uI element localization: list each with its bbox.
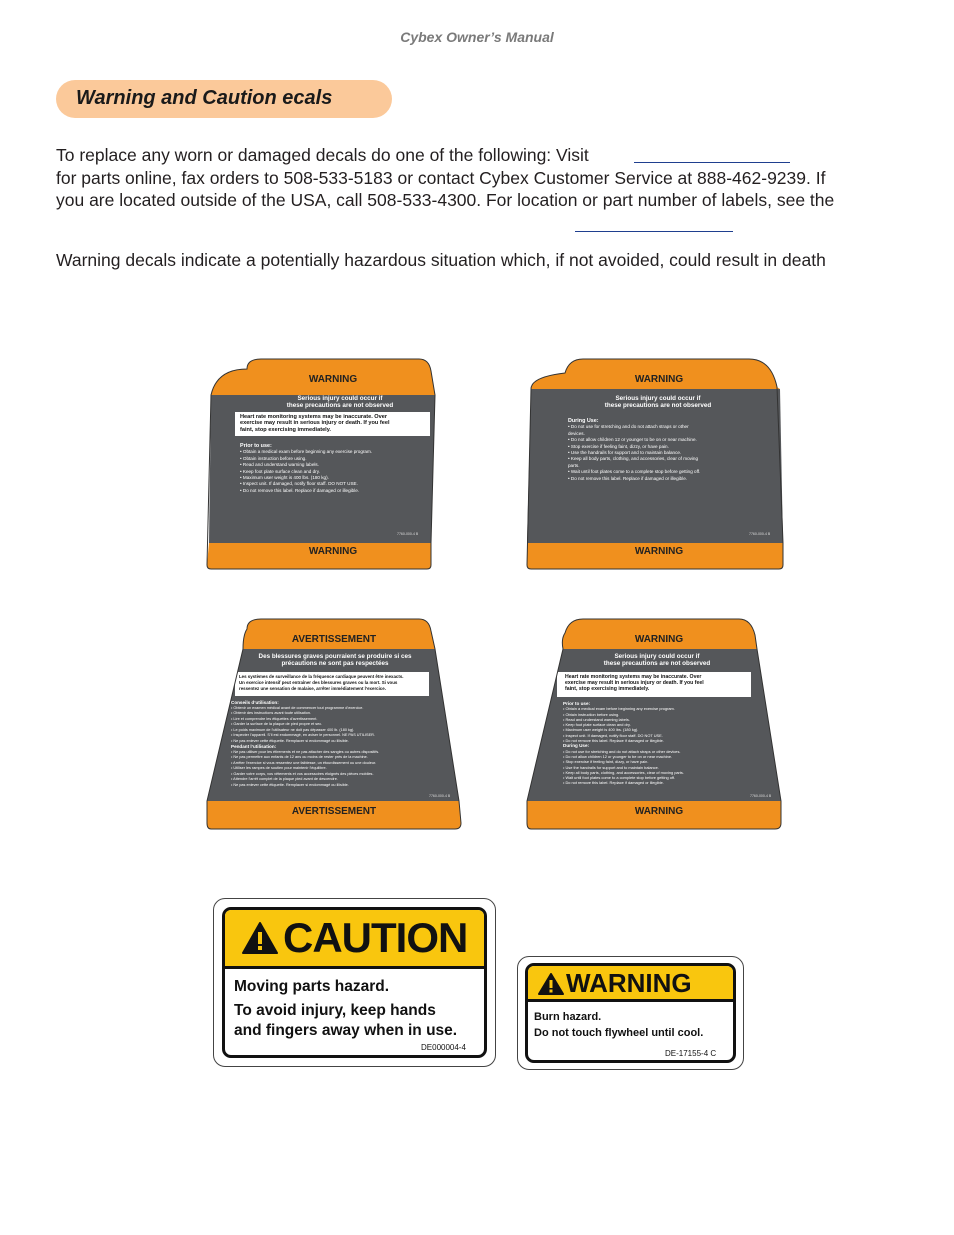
decal-1-item: • Inspect unit. If damaged, notify floor staff. DO NOT USE. xyxy=(240,481,358,487)
caution-code: DE000004-4 xyxy=(421,1043,466,1052)
decal-1-item: • Keep foot plate surface clean and dry. xyxy=(240,468,320,474)
burn-line-2: Do not touch flywheel until cool. xyxy=(534,1027,704,1039)
decal-1-white-2: exercise may result in serious injury or death. If you feel xyxy=(240,420,390,427)
caution-word: CAUTION xyxy=(283,914,468,961)
decal-3-item: • Utiliser les rampes de soutien pour maintenir l’équilibre. xyxy=(231,766,327,770)
caution-line-1: Moving parts hazard. xyxy=(234,978,390,995)
decal-3-white-2: Un exercice intensif peut entraîner des blessures graves ou la mort. Si vous xyxy=(239,680,398,686)
decal-3-item: • Le poids maximum de l’utilisateur ne doit pas dépasser 400 lb. (180 kg). xyxy=(231,727,355,732)
decal-4-section-2: During Use: xyxy=(563,743,590,749)
decal-4-item: • Keep all body parts, clothing, and accessories, clear of moving parts. xyxy=(563,769,684,775)
reference-link-underline[interactable] xyxy=(575,231,733,232)
decal-3-item: • Garder la surface de la plaque de pied propre et sec. xyxy=(231,722,323,726)
decal-2-item: parts. xyxy=(568,462,580,468)
decal-4-head-2: these precautions are not observed xyxy=(603,660,711,667)
caution-line-2: To avoid injury, keep hands xyxy=(234,1002,436,1019)
warning-decal-1 xyxy=(205,355,465,571)
decal-2-head-1: Serious injury could occur if xyxy=(615,395,701,402)
decal-4-item: • Do not remove this label. Replace if damaged or illegible. xyxy=(563,738,664,744)
intro-line-3: you are located outside of the USA, call 508-533-4300. For location or part number of labels, see the xyxy=(56,190,835,210)
decal-3-item: • Inspecter l’appareil. S’il est endommagé, en aviser le personnel. NE PAS UTILISER. xyxy=(231,733,375,737)
decal-3-item: • Ne pas enlever cette étiquette. Remplacer si endommagé ou illisible. xyxy=(231,738,349,743)
decal-4-item: • Read and understand warning labels. xyxy=(563,716,630,722)
decal-3-bottom-heading: AVERTISSEMENT xyxy=(291,806,377,817)
decal-4-item: • Wait until foot plates come to a complete stop before getting off. xyxy=(563,775,676,781)
section-title-pill xyxy=(56,80,392,118)
decal-1-item: • Do not remove this label. Replace if damaged or illegible. xyxy=(240,487,360,493)
decal-4-section: Prior to use: xyxy=(563,701,591,706)
decal-4-item: • Do not use for stretching and do not attach straps or other devices. xyxy=(563,748,681,754)
decal-2-bottom-heading: WARNING xyxy=(634,546,684,557)
warning-decal-combined xyxy=(525,615,785,831)
decal-3-white-3: ressentez une sensation de malaise, arrêter immédiatement l’exercice. xyxy=(239,686,386,692)
decal-3-item: • Garder votre corps, vos vêtements et vos accessoires éloignés des pièces mobiles. xyxy=(231,771,374,776)
caution-label xyxy=(213,898,496,1067)
decal-2-head-2: these precautions are not observed xyxy=(604,402,712,409)
decal-1-head-1: Serious injury could occur if xyxy=(297,395,383,402)
decal-4-item: • Keep foot plate surface clean and dry. xyxy=(563,722,631,728)
decal-1-head-2: these precautions are not observed xyxy=(286,402,394,409)
decal-3-item: • Lire et comprendre les étiquettes d’avertissement. xyxy=(231,716,318,721)
decal-1-top-heading: WARNING xyxy=(308,374,358,385)
decal-3-item: • Ne pas utiliser pour les étirements et ne pas attacher des sangles ou autres dispositifs. xyxy=(231,749,380,754)
decal-2-item: devices. xyxy=(568,430,585,436)
decal-4-white-1: Heart rate monitoring systems may be inaccurate. Over xyxy=(565,674,702,680)
warning-decal-2 xyxy=(525,355,785,571)
burn-warning-label xyxy=(517,956,744,1070)
decal-1-item: • Maximum user weight is 400 lbs. (180 kg). xyxy=(240,475,329,481)
decal-2-item: • Keep all body parts, clothing, and accessories, clear of moving xyxy=(568,456,699,462)
decal-4-head-1: Serious injury could occur if xyxy=(614,653,700,660)
decal-1-white-3: faint, stop exercising immediately. xyxy=(240,426,331,433)
decal-4-white-3: faint, stop exercising immediately. xyxy=(565,686,650,693)
decal-4-top-heading: WARNING xyxy=(634,634,684,645)
intro-line-1: To replace any worn or damaged decals do one of the following: Visit xyxy=(56,145,589,165)
warning-triangle-icon xyxy=(241,921,279,955)
decal-2-item: • Do not use for stretching and do not attach straps or other xyxy=(568,424,689,430)
burn-line-1: Burn hazard. xyxy=(534,1011,602,1023)
decal-3-section-2: Pendant l’utilisation: xyxy=(231,744,277,749)
decal-4-item: • Do not allow children 12 or younger to be on or near machine. xyxy=(563,753,673,759)
decal-2-item: • Do not remove this label. Replace if damaged or illegible. xyxy=(568,475,688,481)
avertissement-decal xyxy=(205,615,465,831)
decal-2-top-heading: WARNING xyxy=(634,374,684,385)
decal-2-item: • Stop exercise if feeling faint, dizzy, or have pain. xyxy=(568,443,669,449)
decal-3-white-1: Les systèmes de surveillance de la fréquence cardiaque peuvent être inexacts. xyxy=(239,674,404,679)
decal-2-item: • Use the handrails for support and to maintain balance. xyxy=(568,450,682,456)
warning-intro: Warning decals indicate a potentially hazardous situation which, if not avoided, could result in death xyxy=(56,250,826,270)
decal-4-item: • Obtain a medical exam before beginning any exercise program. xyxy=(563,706,675,712)
decal-1-white-1: Heart rate monitoring systems may be inaccurate. Over xyxy=(240,414,388,420)
decal-4-code: 7760-000-4 B xyxy=(750,794,772,798)
decal-1-code: 7760-000-4 B xyxy=(397,532,419,536)
burn-warning-word: WARNING xyxy=(566,968,692,998)
website-link-underline[interactable] xyxy=(634,162,790,163)
intro-line-2: for parts online, fax orders to 508-533-5183 or contact Cybex Customer Service at 888-462-9239. If xyxy=(56,168,826,188)
decal-4-white-2: exercise may result in serious injury or death. If you feel xyxy=(565,680,704,687)
decal-3-code: 7760-000-4 B xyxy=(429,794,451,798)
decal-2-item: • Wait until foot plates come to a complete stop before getting off. xyxy=(568,469,701,475)
decal-4-item: • Inspect unit. If damaged, notify floor staff. DO NOT USE. xyxy=(563,732,663,738)
decal-4-bottom-heading: WARNING xyxy=(634,806,684,817)
decal-4-item: • Do not remove this label. Replace if damaged or illegible. xyxy=(563,780,664,786)
decal-3-item: • Attendre l’arrêt complet de la plaque pied avant de descendre. xyxy=(231,777,338,781)
warning-triangle-icon xyxy=(537,972,565,996)
manual-title: Cybex Owner’s Manual xyxy=(400,29,554,45)
decal-1-item: • Read and understand warning labels. xyxy=(240,462,319,468)
decal-1-item: • Obtain instruction before using. xyxy=(240,455,307,461)
decal-3-item: • Ne pas permettre aux enfants de 12 ans ou moins de rester près de la machine. xyxy=(231,755,368,759)
decal-3-item: • Obtenir un examen médical avant de commencer tout programme d’exercice. xyxy=(231,705,364,710)
decal-3-top-heading: AVERTISSEMENT xyxy=(291,634,377,645)
decal-4-item: • Maximum user weight is 400 lbs. (180 kg). xyxy=(563,727,639,733)
decal-4-item: • Obtain instruction before using. xyxy=(563,711,620,717)
decal-1-bottom-heading: WARNING xyxy=(308,546,358,557)
decal-4-item: • Stop exercise if feeling faint, dizzy, or have pain. xyxy=(563,759,649,765)
decal-3-item: • Obtenir des instructions avant toute utilisation. xyxy=(231,711,312,715)
decal-3-section: Conseils d’utilisation: xyxy=(231,700,279,705)
burn-code: DE-17155-4 C xyxy=(665,1049,717,1058)
decal-4-item: • Use the handrails for support and to maintain balance. xyxy=(563,764,659,770)
decal-2-item: • Do not allow children 12 or younger to be on or near machine. xyxy=(568,437,697,443)
decal-2-code: 7760-000-4 B xyxy=(749,532,771,536)
caution-line-3: and fingers away when in use. xyxy=(234,1022,458,1039)
decal-1-section: Prior to use: xyxy=(240,443,272,449)
decal-3-item: • Ne pas enlever cette étiquette. Remplacer si endommagé ou illisible. xyxy=(231,782,349,787)
decal-2-section: During Use: xyxy=(568,418,599,424)
decal-1-item: • Obtain a medical exam before beginning any exercise program. xyxy=(240,449,373,455)
decal-3-item: • Arrêter l’exercice si vous ressentez une faiblesse, un étourdissement ou une douleur. xyxy=(231,760,377,765)
decal-3-head-2: précautions ne sont pas respectées xyxy=(281,660,389,667)
decal-3-head-1: Des blessures graves pourraient se produire si ces xyxy=(258,653,412,660)
section-title: Warning and Caution ecals xyxy=(76,87,333,109)
